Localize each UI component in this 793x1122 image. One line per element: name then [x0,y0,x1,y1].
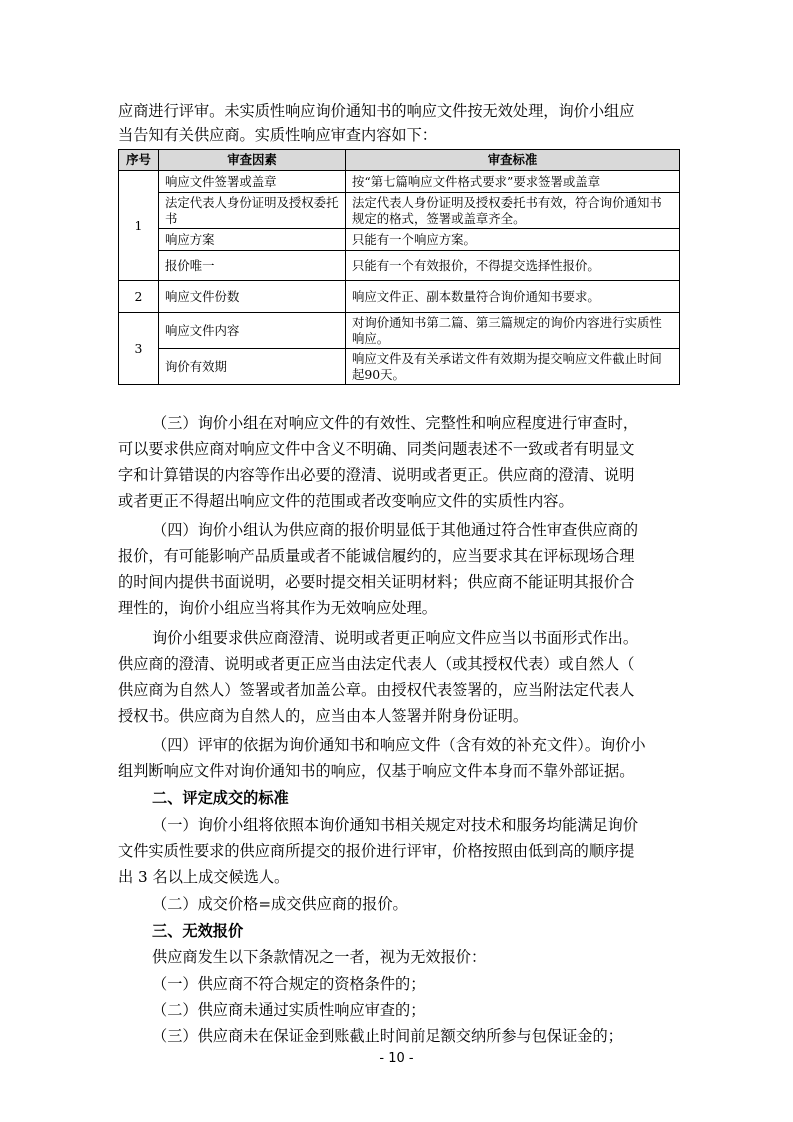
section-heading: 三、无效报价 [152,922,244,940]
review-factor: 响应文件签署或盖章 [159,171,346,193]
paragraph-line: 文件实质性要求的供应商所提交的报价进行评审，价格按照由低到高的顺序提 [118,842,635,860]
intro-line-2: 当告知有关供应商。实质性响应审查内容如下： [118,126,437,144]
review-factor: 响应文件内容 [159,313,346,349]
review-factor: 响应方案 [159,229,346,251]
section-heading: 二、评定成交的标准 [152,789,289,807]
table-row [119,281,680,313]
table-row [119,251,680,281]
review-standard: 响应文件正、副本数量符合询价通知书要求。 [346,281,680,313]
review-standard: 只能有一个有效报价，不得提交选择性报价。 [346,251,680,281]
paragraph-line: 供应商的澄清、说明或者更正应当由法定代表人（或其授权代表）或自然人（ [118,655,635,673]
review-standard: 法定代表人身份证明及授权委托书有效，符合询价通知书规定的格式，签署或盖章齐全。 [346,193,680,229]
paragraph-line: （三）询价小组在对响应文件的有效性、完整性和响应程度进行审查时， [152,414,638,432]
paragraph-line: 询价小组要求供应商澄清、说明或者更正响应文件应当以书面形式作出。 [152,629,638,647]
paragraph-line: （一）供应商不符合规定的资格条件的； [152,975,426,993]
header-factor: 审查因素 [159,150,346,171]
paragraph-line: （一）询价小组将依照本询价通知书相关规定对技术和服务均能满足询价 [152,816,638,834]
table-header-row [119,150,680,171]
intro-line-1: 应商进行评审。未实质性响应询价通知书的响应文件按无效处理，询价小组应 [118,102,635,120]
paragraph-line: 组判断响应文件对询价通知书的响应，仅基于响应文件本身而不靠外部证据。 [118,762,635,780]
table-row [119,193,680,229]
paragraph-line: 报价，有可能影响产品质量或者不能诚信履约的，应当要求其在评标现场合理 [118,547,635,565]
paragraph-line: 授权书。供应商为自然人的，应当由本人签署并附身份证明。 [118,707,529,725]
paragraph-line: （二）供应商未通过实质性响应审查的； [152,1001,426,1019]
table-row [119,229,680,251]
review-standard: 只能有一个响应方案。 [346,229,680,251]
header-standard: 审查标准 [346,150,680,171]
review-standard: 响应文件及有关承诺文件有效期为提交响应文件截止时间起90天。 [346,349,680,385]
row-number: 2 [119,281,159,313]
review-standard: 对询价通知书第二篇、第三篇规定的询价内容进行实质性响应。 [346,313,680,349]
paragraph-line: 理性的，询价小组应当将其作为无效响应处理。 [118,599,437,617]
table-row [119,313,680,349]
paragraph-line: 供应商发生以下条款情况之一者，视为无效报价： [152,948,487,966]
review-factor: 法定代表人身份证明及授权委托书 [159,193,346,229]
row-number: 3 [119,313,159,385]
table-row [119,349,680,385]
review-factor: 响应文件份数 [159,281,346,313]
paragraph-line: （三）供应商未在保证金到账截止时间前足额交纳所参与包保证金的； [152,1027,623,1045]
review-factor: 询价有效期 [159,349,346,385]
paragraph-line: 出 3 名以上成交候选人。 [118,868,290,886]
paragraph-line: 供应商为自然人）签署或者加盖公章。由授权代表签署的，应当附法定代表人 [118,681,635,699]
table-row [119,171,680,193]
paragraph-line: （二）成交价格=成交供应商的报价。 [152,895,408,913]
paragraph-line: 的时间内提供书面说明，必要时提交相关证明材料；供应商不能证明其报价合 [118,573,635,591]
paragraph-line: （四）询价小组认为供应商的报价明显低于其他通过符合性审查供应商的 [152,521,638,539]
review-standard: 按“第七篇响应文件格式要求”要求签署或盖章 [346,171,680,193]
paragraph-line: 可以要求供应商对响应文件中含义不明确、同类问题表述不一致或者有明显文 [118,440,635,458]
row-number: 1 [119,171,159,281]
paragraph-line: 或者更正不得超出响应文件的范围或者改变响应文件的实质性内容。 [118,492,574,510]
page-number: - 10 - [379,1051,414,1066]
substantive-review-table [118,149,680,385]
paragraph-line: （四）评审的依据为询价通知书和响应文件（含有效的补充文件）。询价小 [152,736,646,754]
paragraph-line: 字和计算错误的内容等作出必要的澄清、说明或者更正。供应商的澄清、说明 [118,466,635,484]
header-no: 序号 [119,150,159,171]
review-factor: 报价唯一 [159,251,346,281]
